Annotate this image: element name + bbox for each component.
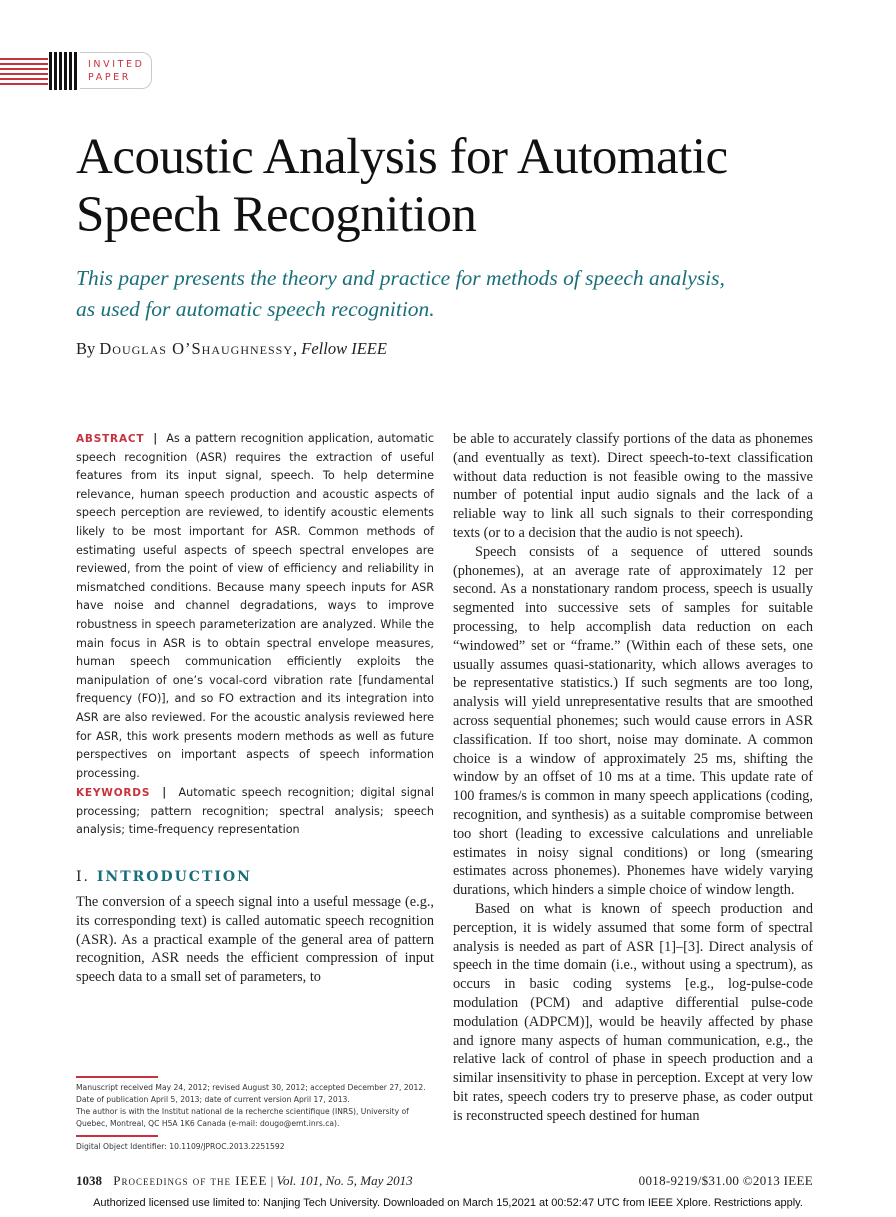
title-line2: Speech Recognition bbox=[76, 187, 477, 243]
subtitle-line2: as used for automatic speech recognition. bbox=[76, 297, 435, 321]
abstract-text: As a pattern recognition application, automatic speech recognition (ASR) requires the extraction of useful features from its input signal, speech. To help determine relevance, human speech production and acoustic aspects of speech perception are reviewed, to identify acoustic elements likely to be most important for ASR. Common methods of estimating useful aspects of speech spectral envelopes are reviewed, from the point of view of efficiency and reliability in mismatched conditions. Because many speech inputs for ASR have noise and channel degradations, ways to improve robustness in speech parameterization are analyzed. While the main focus in ASR is to obtain spectral envelope measures, human speech communication efficiently exploits the manipulation of one’s vocal-cord vibration rate [fundamental frequency (FO)], and so FO extraction and its integration into ASR are also reviewed. For the acoustic analysis reviewed here for ASR, this work presents modern methods as well as future perspectives on important aspects of speech information processing. bbox=[76, 432, 434, 780]
doi-rule bbox=[76, 1135, 158, 1137]
badge-line2: PAPER bbox=[88, 72, 131, 83]
invited-paper-badge bbox=[80, 52, 152, 89]
paper-title bbox=[76, 128, 856, 244]
author-grade: Fellow IEEE bbox=[301, 339, 387, 358]
footnote bbox=[76, 1082, 436, 1130]
badge-line1: INVITED bbox=[88, 59, 145, 70]
paper-subtitle bbox=[76, 263, 796, 325]
keywords-label: KEYWORDS bbox=[76, 787, 151, 799]
intro-paragraph: The conversion of a speech signal into a useful message (e.g., its corresponding text) is called automatic speech recognition (ASR). As a practical example of the general area of pattern recognition, ASR needs the efficient compression of input speech data to a small set of parameters, to bbox=[76, 894, 434, 986]
section-title: INTRODUCTION bbox=[96, 869, 252, 885]
footnote-affiliation: The author is with the Institut national de la recherche scientifique (INRS), University of Quebec, Montreal, QC H5A 1K6 Canada (e-mail: dougo@emt.inrs.ca). bbox=[76, 1107, 409, 1128]
author-name: Douglas O’Shaughnessy bbox=[99, 339, 294, 358]
abstract: ABSTRACT | As a pattern recognition application, automatic speech recognition (ASR) requires the extraction of useful features from its input signal, speech. To help determine relevance, human speech production and acoustic aspects of speech perception are reviewed, to identify acoustic elements likely to be most important for ASR. Common methods of estimating useful aspects of speech spectral envelopes are reviewed, from the point of view of efficiency and reliability in mismatched conditions. Because many speech inputs for ASR have noise and channel degradations, ways to improve robustness in speech parameterization are analyzed. While the main focus in ASR is to obtain spectral envelope measures, human speech communication efficiently exploits the manipulation of one’s vocal-cord vibration rate [fundamental frequency (FO)], and so FO extraction and its integration into ASR are also reviewed. For the acoustic analysis reviewed here for ASR, this work presents modern methods as well as future perspectives on important aspects of speech information processing. bbox=[76, 432, 434, 780]
journal-name: Proceedings of the IEEE bbox=[113, 1173, 268, 1188]
right-column bbox=[453, 430, 813, 1125]
footnote-dates: Manuscript received May 24, 2012; revised August 30, 2012; accepted December 27, 2012. Date of publication April 5, 2013; date of current version April 17, 2013. bbox=[76, 1083, 426, 1104]
page-number: 1038 bbox=[76, 1173, 102, 1188]
paragraph: Based on what is known of speech production and perception, it is widely assumed that some form of spectral analysis is needed as part of ASR [1]–[3]. Direct analysis of speech in the time domain (i.e., without using a spectrum), as occurs in basic coding systems [e.g., log-pulse-code modulation (PCM) and adaptive differential pulse-code modulation (ADPCM)], would be heavily affected by phase and ignore many aspects of human communication, e.g., the relative lack of control of phase in speech production and a similar insensitivity to phase in perception. Except at very low bit rates, speech coders try to preserve phase, as coder output is reconstructed speech destined for human bbox=[453, 900, 813, 1124]
byline-prefix: By bbox=[76, 339, 96, 358]
doi: Digital Object Identifier: 10.1109/JPROC.2013.2251592 bbox=[76, 1142, 285, 1151]
byline: By Douglas O’Shaughnessy, Fellow IEEE bbox=[76, 339, 387, 358]
invited-paper-stripes bbox=[0, 52, 80, 90]
footnote-rule bbox=[76, 1076, 158, 1078]
title-line1: Acoustic Analysis for Automatic bbox=[76, 129, 728, 185]
copyright-code: 0018-9219/$31.00 ©2013 IEEE bbox=[638, 1173, 813, 1188]
keywords: KEYWORDS | Automatic speech recognition; digital signal processing; pattern recognition; spectral analysis; speech analysis; time-frequency representation bbox=[76, 786, 434, 837]
journal-volume: Vol. 101, No. 5, May 2013 bbox=[276, 1173, 413, 1188]
license-notice: Authorized licensed use limited to: Nanjing Tech University. Downloaded on March 15,2021 at 00:52:47 UTC from IEEE Xplore. Restrictions apply. bbox=[93, 1197, 803, 1209]
section-number: I. bbox=[76, 869, 90, 885]
abstract-label: ABSTRACT bbox=[76, 433, 145, 445]
page-footer: 1038 Proceedings of the IEEE | Vol. 101, No. 5, May 2013 bbox=[76, 1173, 413, 1188]
keywords-text: Automatic speech recognition; digital signal processing; pattern recognition; spectral analysis; speech analysis; time-frequency representation bbox=[76, 786, 434, 837]
section-heading bbox=[76, 869, 434, 885]
paragraph: Speech consists of a sequence of uttered sounds (phonemes), at an average rate of approximately 12 per second. As a nonstationary random process, speech is usually segmented into successive sets of samples for suitable processing, to help accomplish data reduction on each “windowed” set or “frame.” (Within each of these sets, one usually assumes quasi-stationarity, which allows averages to be representative statistics.) If such segments are too long, analysis will yield unrepresentative results that are smoothed across sequential phonemes; such would cause errors in ASR classification. If too short, noise may dominate. A common choice is a window of approximately 25 ms, shifting the window by an offset of 10 ms at a time. This update rate of 100 frames/s is common in many speech applications (coding, recognition, and synthesis) as a suitable compromise between too short (leading to excessive calculations and unreliable estimates in noisy signal conditions) or long (smearing estimates across phonemes). Phonemes have widely varying durations, which hinders a simple choice of window length. bbox=[453, 543, 813, 899]
subtitle-line1: This paper presents the theory and practice for methods of speech analysis, bbox=[76, 266, 725, 290]
paragraph: be able to accurately classify portions of the data as phonemes (and eventually as text). Direct speech-to-text classification without data reduction is not feasible owing to the massive number of potential input audio signals and the lack of a reliable way to link all such signals to their corresponding texts (or to a decision that the audio is not speech). bbox=[453, 431, 813, 541]
